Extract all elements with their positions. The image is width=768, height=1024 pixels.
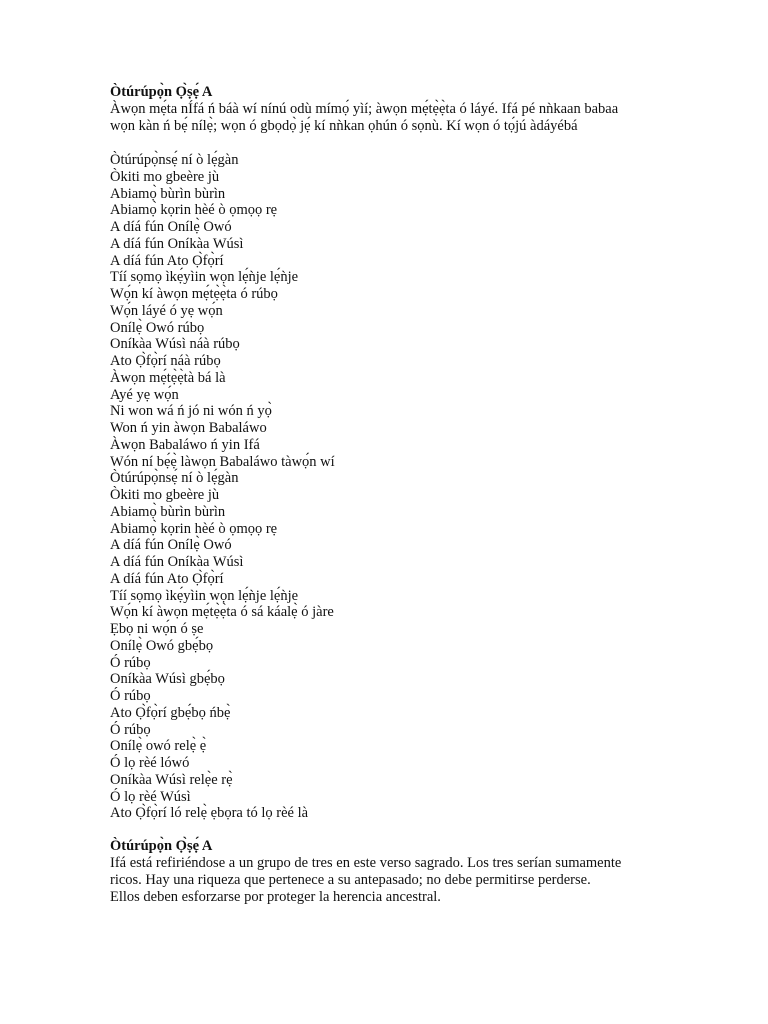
verse-line: Ó rúbọ [110, 654, 151, 671]
verse-line: Abiamọ̀ kọrin hèé ò ọmọọ rẹ [110, 202, 278, 219]
verse-line: Àwọn Babaláwo ń yin Ifá [110, 436, 260, 453]
intro-line: Àwọn mẹ́ta nÍfá ń báà wí nínú odù mímọ́ yìí; àwọn mẹ́tẹ̀ẹ̀ta ó láyé. Ifá pé nǹkaan babaa [110, 101, 619, 117]
verse-line: Ó lọ rèé lówó [110, 755, 190, 771]
verse-line: Ato Ọ̀fọ̀rí ló relẹ̀ ẹbọra tó lọ rèé là [110, 805, 309, 822]
verse-line: A díá fún Onílẹ̀ Owó [110, 537, 232, 554]
verse-line: Oníkàa Wúsì gbẹ́bọ [110, 671, 225, 688]
verse-line: Wọ́n kí àwọn mẹ́tẹ̀ẹ̀ta ó sá káalẹ̀ ó jàre [110, 604, 334, 621]
verse-line: Ó lọ rèé Wúsì [110, 788, 191, 805]
verse-line: Ayé yẹ wọ́n [110, 386, 179, 403]
verse-line: Onílẹ̀ Owó gbẹ́bọ [110, 637, 214, 654]
verse-line: A díá fún Oníkàa Wúsì [110, 554, 244, 570]
section2-text [110, 855, 670, 906]
verse-line: Tíí sọmọ ìkẹ́yìin wọn lẹ́ǹje lẹ́ǹje [110, 587, 299, 604]
section1-intro [110, 101, 670, 135]
section1-heading: Òtúrúpọ̀n Ọ̀ṣẹ́ A [110, 84, 213, 100]
verse-line: Òtúrúpọ̀nsẹ́ ní ò lẹ́gàn [110, 470, 239, 487]
verse-line: Àwọn mẹ́tẹ̀ẹ̀tà bá là [110, 369, 226, 386]
verse-line: A díá fún Ato Ọ̀fọ̀rí [110, 252, 224, 269]
verse-line: Abiamọ̀ kọrin hèé ò ọmọọ rẹ [110, 520, 278, 537]
verse-line: Wón ní bẹ́ẹ̀ làwọn Babaláwo tàwọ́n wí [110, 453, 335, 470]
verse-line: A díá fún Oníkàa Wúsì [110, 235, 244, 252]
document-page [110, 84, 670, 906]
verse-line: Òkiti mo gbeère jù [110, 487, 220, 503]
verse-line: Wọ́n láyé ó yẹ wọ́n [110, 302, 223, 319]
verse-line: Ó rúbọ [110, 688, 151, 704]
verse-line: Ato Ọ̀fọ̀rí náà rúbọ [110, 353, 221, 369]
intro-line: wọn kàn ń bẹ́ nílẹ̀; wọn ó gbọdọ̀ jẹ́ kí nǹkan ọhún ó sọnù. Kí wọn ó tọ́jú àdáyébá [110, 118, 578, 134]
spacer [110, 135, 670, 152]
verse-line: Ẹbọ ni wọ́n ó ṣe [110, 621, 204, 637]
verse-line: Abiamọ̀ bùrìn bùrìn [110, 185, 226, 202]
verse-line: Won ń yin àwọn Babaláwo [110, 420, 267, 436]
section1-verse [110, 152, 670, 822]
verse-line: Onílẹ̀ Owó rúbọ [110, 319, 205, 336]
verse-line: Abiamọ̀ bùrìn bùrìn [110, 503, 226, 520]
verse-line: Ó rúbọ [110, 721, 151, 738]
verse-line: Wọ́n kí àwọn mẹ́tẹ̀ẹ̀ta ó rúbọ [110, 286, 278, 302]
verse-line: Oníkàa Wúsì relẹ̀e rẹ̀ [110, 771, 233, 788]
verse-line: Onílẹ̀ owó relẹ̀ ẹ̀ [110, 738, 207, 755]
verse-line: Tíí sọmọ ìkẹ́yìin wọn lẹ́ǹje lẹ́ǹje [110, 269, 299, 286]
verse-line: Ni won wá ń jó ni wón ń yọ̀ [110, 403, 272, 420]
verse-line: A díá fún Ato Ọ̀fọ̀rí [110, 570, 224, 587]
verse-line: Òtúrúpọ̀nsẹ́ ní ò lẹ́gàn [110, 152, 239, 168]
verse-line: Òkiti mo gbeère jù [110, 168, 220, 185]
verse-line: A díá fún Onílẹ̀ Owó [110, 219, 232, 235]
verse-line: Ato Ọ̀fọ̀rí gbẹ́bọ ńbẹ̀ [110, 704, 231, 721]
section2-heading: Òtúrúpọ̀n Ọ̀ṣẹ́ A [110, 838, 213, 854]
translation-line: Ellos deben esforzarse por proteger la herencia ancestral. [110, 889, 441, 905]
verse-line: Oníkàa Wúsì náà rúbọ [110, 336, 240, 353]
translation-line: ricos. Hay una riqueza que pertenece a su antepasado; no debe permitirse perderse. [110, 872, 591, 888]
spacer [110, 822, 670, 838]
translation-line: Ifá está refiriéndose a un grupo de tres en este verso sagrado. Los tres serían sumamente [110, 855, 622, 871]
